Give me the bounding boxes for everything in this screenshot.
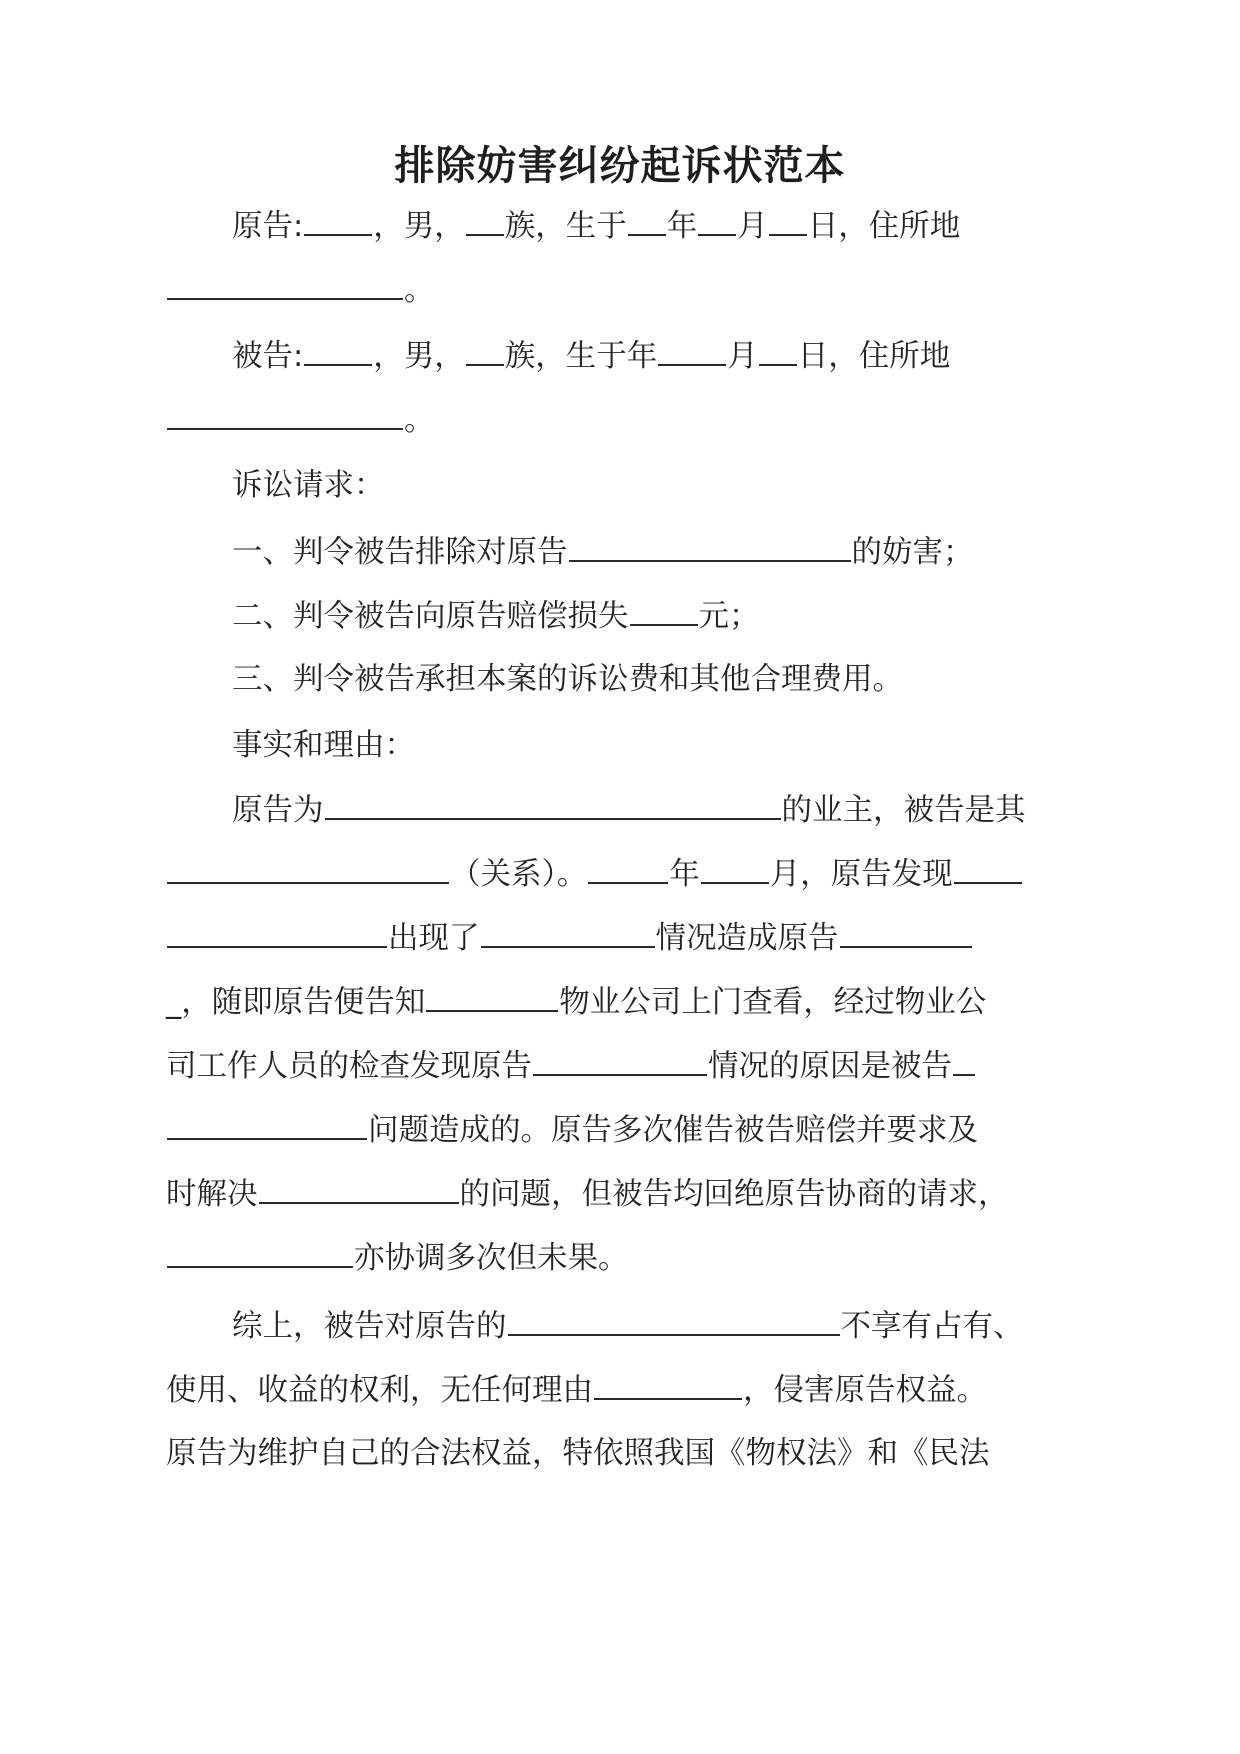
facts-text: 时解决 xyxy=(166,1177,258,1212)
blank-location-cont xyxy=(167,918,387,948)
facts-text: 司工作人员的检查发现原告 xyxy=(166,1049,532,1084)
summary-text: ，侵害原告权益。 xyxy=(743,1373,987,1408)
facts-line-3 xyxy=(166,918,973,959)
text-month: 月 xyxy=(727,339,758,374)
defendant-label: 被告: xyxy=(232,339,304,374)
blank-ethnicity xyxy=(466,336,504,366)
defendant-line xyxy=(232,336,950,377)
facts-text: 情况造成原告 xyxy=(655,921,839,956)
summary-line-3: 原告为维护自己的合法权益，特依照我国《物权法》和《民法 xyxy=(166,1436,990,1471)
blank-day xyxy=(759,336,797,366)
blank-situation xyxy=(481,918,655,948)
facts-text: 的业主，被告是其 xyxy=(781,793,1026,828)
blank-month xyxy=(658,336,726,366)
facts-text: 问题造成的。原告多次催告被告赔偿并要求及 xyxy=(368,1113,978,1148)
blank-property xyxy=(325,790,781,820)
blank-relation xyxy=(167,854,449,884)
facts-text: 月，原告发现 xyxy=(769,857,953,892)
plaintiff-line xyxy=(232,206,960,247)
text-born: 族，生于年 xyxy=(504,339,658,374)
summary-text: 不享有占有、 xyxy=(840,1309,1024,1344)
facts-text: 原告为 xyxy=(232,793,324,828)
claim-item-2 xyxy=(232,596,760,637)
blank-month xyxy=(701,854,769,884)
facts-line-7 xyxy=(166,1174,1009,1215)
claim-1-text: 一、判令被告排除对原告 xyxy=(232,535,568,570)
claim-item-1 xyxy=(232,532,974,573)
text-born: 族，生于 xyxy=(504,209,627,244)
blank-day xyxy=(769,206,807,236)
text-month: 月 xyxy=(737,209,768,244)
blank-act xyxy=(594,1370,742,1400)
text-period: 。 xyxy=(404,273,435,308)
plaintiff-address-line xyxy=(166,270,435,311)
blank-address xyxy=(167,400,403,430)
text-address: 日，住所地 xyxy=(797,339,951,374)
claim-2-text: 二、判令被告向原告赔偿损失 xyxy=(232,599,629,634)
claims-heading: 诉讼请求： xyxy=(232,468,385,503)
blank-month xyxy=(698,206,736,236)
facts-line-5 xyxy=(166,1046,976,1087)
blank-year xyxy=(588,854,668,884)
facts-text: 出现了 xyxy=(388,921,480,956)
text-gender: ，男， xyxy=(373,339,465,374)
facts-text: 情况的原因是被告 xyxy=(708,1049,952,1084)
facts-line-1 xyxy=(232,790,1026,831)
text-gender: ，男， xyxy=(373,209,465,244)
text-period: 。 xyxy=(404,403,435,438)
blank-address xyxy=(167,270,403,300)
claim-1-end: 的妨害； xyxy=(851,535,974,570)
text-address: 日，住所地 xyxy=(807,209,961,244)
blank-name xyxy=(304,206,372,236)
text-year: 年 xyxy=(666,209,698,244)
claim-2-end: 元； xyxy=(698,599,760,634)
facts-line-6 xyxy=(166,1110,978,1151)
facts-text: 亦协调多次但未果。 xyxy=(354,1241,629,1276)
blank-damage xyxy=(840,918,972,948)
blank-problem xyxy=(259,1174,459,1204)
blank-ethnicity xyxy=(466,206,504,236)
document-title: 排除妨害纠纷起诉状范本 xyxy=(394,143,846,189)
facts-line-2 xyxy=(166,854,1023,895)
facts-line-4 xyxy=(166,982,986,1023)
blank-nuisance xyxy=(569,532,851,562)
summary-line-2 xyxy=(166,1370,987,1411)
blank-cause-cont xyxy=(167,1110,367,1140)
blank-mediator xyxy=(167,1238,353,1268)
facts-text: 年 xyxy=(669,857,700,892)
blank-company xyxy=(426,982,558,1012)
facts-text: 的问题，但被告均回绝原告协商的请求， xyxy=(459,1177,1009,1212)
facts-text: _，随即原告便告知 xyxy=(166,985,426,1020)
blank-property xyxy=(508,1306,840,1336)
blank-location xyxy=(954,854,1022,884)
claim-item-3: 三、判令被告承担本案的诉讼费和其他合理费用。 xyxy=(232,662,903,697)
facts-heading: 事实和理由： xyxy=(232,728,415,763)
summary-line-1 xyxy=(232,1306,1024,1347)
blank-situation xyxy=(533,1046,707,1076)
facts-text: （关系）。 xyxy=(450,857,588,892)
plaintiff-label: 原告: xyxy=(232,209,304,244)
summary-text: 使用、收益的权利，无任何理由 xyxy=(166,1373,593,1408)
facts-line-8 xyxy=(166,1238,629,1279)
defendant-address-line xyxy=(166,400,435,441)
blank-year xyxy=(628,206,666,236)
blank-amount xyxy=(630,596,698,626)
facts-text: 物业公司上门查看，经过物业公 xyxy=(559,985,987,1020)
blank-name xyxy=(304,336,372,366)
blank-cause xyxy=(953,1046,975,1076)
summary-text: 综上，被告对原告的 xyxy=(232,1309,507,1344)
